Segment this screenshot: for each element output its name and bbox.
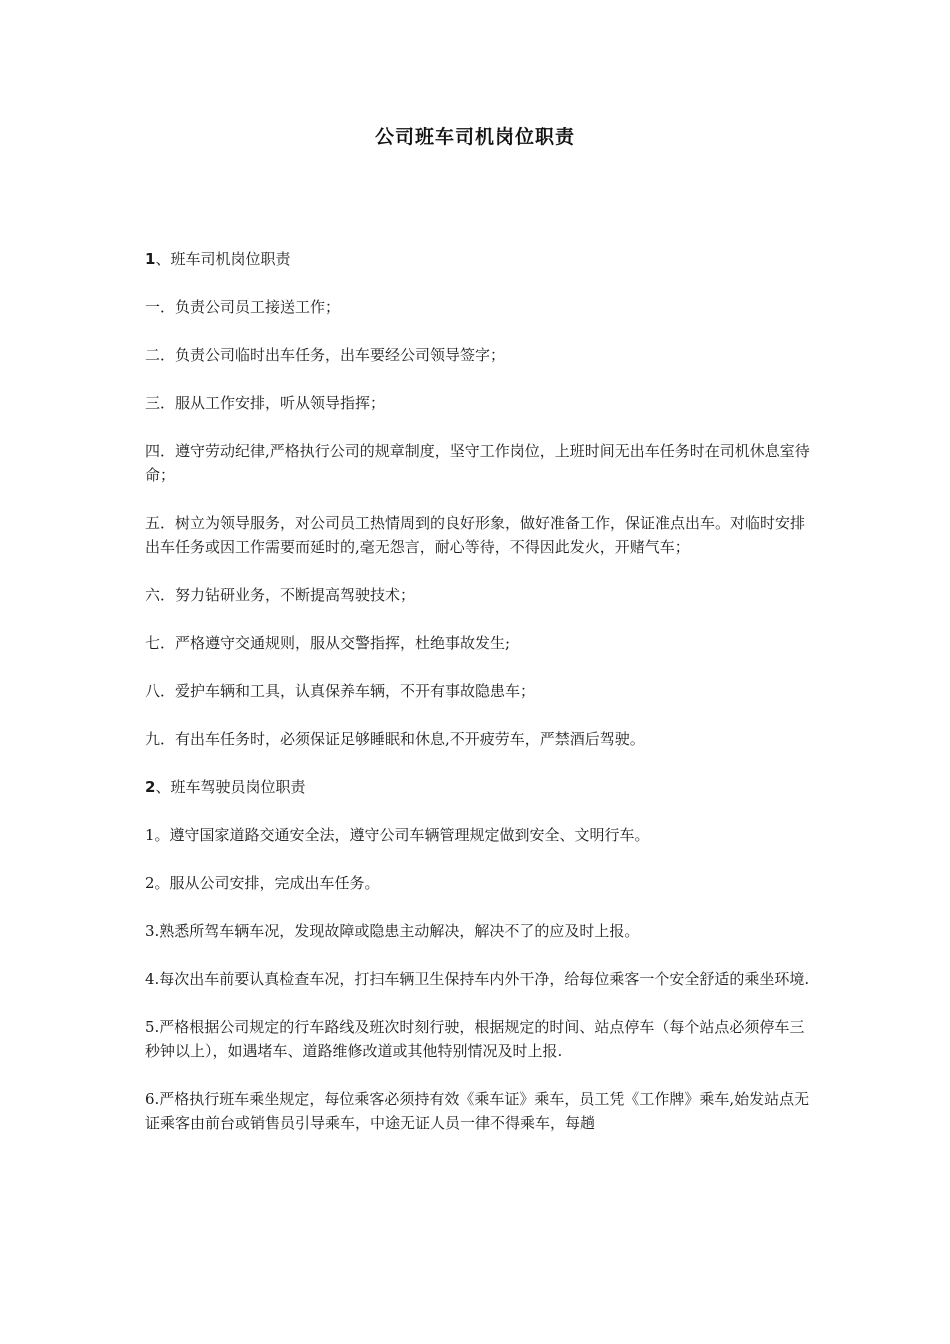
- duty-item: 六．努力钻研业务，不断提高驾驶技术；: [145, 586, 416, 604]
- section-title-1: 、班车司机岗位职责: [155, 250, 291, 268]
- section-heading-2: [145, 775, 813, 799]
- duty-item: 一．负责公司员工接送工作；: [145, 298, 341, 316]
- duty-item: 九．有出车任务时，必须保证足够睡眠和休息,不开疲劳车，严禁酒后驾驶。: [145, 730, 645, 748]
- section-number-1: 1: [145, 250, 156, 268]
- section-heading-1: [145, 247, 813, 271]
- document-body: [145, 247, 813, 1159]
- duty-item: 3.熟悉所驾车辆车况，发现故障或隐患主动解决，解决不了的应及时上报。: [145, 922, 640, 940]
- duty-item: 五．树立为领导服务，对公司员工热情周到的良好形象，做好准备工作，保证准点出车。对临时安排出车任务或因工作需要而延时的,毫无怨言，耐心等待，不得因此发火，开赌气车；: [145, 514, 806, 556]
- duty-item: 4.每次出车前要认真检查车况，打扫车辆卫生保持车内外干净，给每位乘客一个安全舒适的乘坐环境.: [145, 970, 810, 988]
- duty-item: 二．负责公司临时出车任务，出车要经公司领导签字；: [145, 346, 506, 364]
- duty-item: 5.严格根据公司规定的行车路线及班次时刻行驶，根据规定的时间、站点停车（每个站点必须停车三秒钟以上），如遇堵车、道路维修改道或其他特别情况及时上报.: [145, 1018, 805, 1060]
- duty-item: 6.严格执行班车乘坐规定，每位乘客必须持有效《乘车证》乘车，员工凭《工作牌》乘车,始发站点无证乘客由前台或销售员引导乘车，中途无证人员一律不得乘车，每趟: [145, 1090, 810, 1132]
- duty-item: 三．服从工作安排，听从领导指挥；: [145, 394, 386, 412]
- section-title-2: 、班车驾驶员岗位职责: [155, 778, 306, 796]
- duty-item: 四．遵守劳动纪律,严格执行公司的规章制度，坚守工作岗位，上班时间无出车任务时在司机休息室待命；: [145, 442, 810, 484]
- document-title: 公司班车司机岗位职责: [374, 126, 575, 148]
- duty-item: 1。遵守国家道路交通安全法，遵守公司车辆管理规定做到安全、文明行车。: [145, 826, 650, 844]
- section-number-2: 2: [145, 778, 156, 796]
- duty-item: 八．爱护车辆和工具，认真保养车辆，不开有事故隐患车；: [145, 682, 536, 700]
- duty-item: 七．严格遵守交通规则，服从交警指挥，杜绝事故发生;: [145, 634, 511, 652]
- duty-item: 2。服从公司安排，完成出车任务。: [145, 874, 380, 892]
